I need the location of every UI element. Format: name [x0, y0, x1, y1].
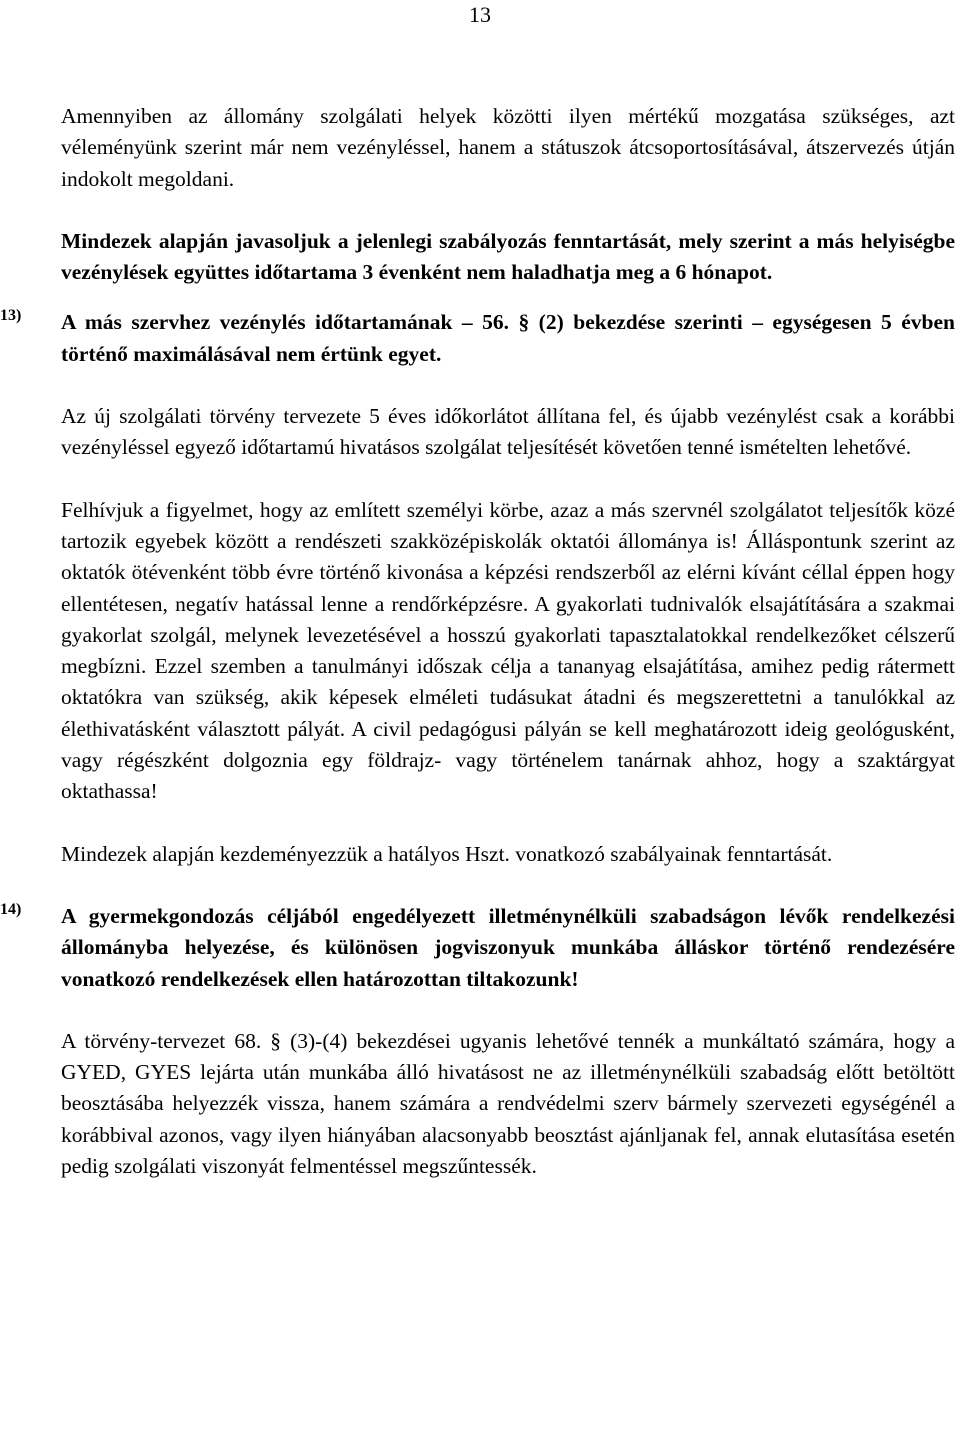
section-14-number: 14)	[0, 900, 22, 918]
paragraph-draft-law: Az új szolgálati törvény tervezete 5 éves időkorlátot állítana fel, és újabb vezénylést csak a korábbi vezényléssel egyező időtartamú hivatásos szolgálat teljesítését követően tenné ismételten lehetővé.	[61, 404, 955, 460]
paragraph-parental-leave: A törvény-tervezet 68. § (3)-(4) bekezdései ugyanis lehetővé tennék a munkáltató számára, hogy a GYED, GYES lejárta után munkába álló hivatásost ne az illetménynélküli szabadság előtt betöltött beosztásába helyezzék vissza, hanem számára a rendvédelmi szerv bármely szervezeti egységénél a korábbival azonos, vagy ilyen hiányában alacsonyabb beosztást ajánljanak fel, annak elutasítása esetén pedig szolgálati viszonyát felmentéssel megszűntessék.	[61, 1028, 955, 1179]
section-13	[0, 307, 955, 370]
section-13-heading: A más szervhez vezénylés időtartamának – 56. § (2) bekezdése szerinti – egységesen 5 évben történő maximálásával nem értünk egyet.	[61, 310, 955, 366]
paragraph-initiative: Mindezek alapján kezdeményezzük a hatályos Hszt. vonatkozó szabályainak fenntartását.	[61, 841, 833, 866]
section-14-heading: A gyermekgondozás céljából engedélyezett illetménynélküli szabadságon lévők rendelkezési állományba helyezése, és különösen jogviszonyuk munkába álláskor történő rendezésére vonatkozó rendelkezések ellen határozottan tiltakozunk!	[61, 903, 955, 991]
document-body	[0, 101, 955, 1182]
paragraph-relocation: Amennyiben az állomány szolgálati helyek közötti ilyen mértékű mozgatása szükséges, azt véleményünk szerint már nem vezényléssel, hanem a státuszok átcsoportosításával, átszervezés útján indokolt megoldani.	[61, 104, 955, 191]
section-13-number: 13)	[0, 307, 22, 325]
paragraph-proposal: Mindezek alapján javasoljuk a jelenlegi szabályozás fenntartását, mely szerint a más helyiségbe vezénylések együttes időtartama 3 évenként nem haladhatja meg a 6 hónapot.	[61, 228, 955, 285]
section-14	[0, 901, 955, 995]
paragraph-teachers: Felhívjuk a figyelmet, hogy az említett személyi körbe, azaz a más szervnél szolgálatot teljesítők közé tartozik egyebek között a rendészeti szakközépiskolák oktatói állománya is! Álláspontunk szerint az oktatók ötévenként több évre történő kivonása a képzési rendszerből az elérni kívánt céllal éppen hogy ellentétesen, negatív hatással lenne a rendőrképzésre. A gyakorlati tudnivalók elsajátítására a szakmai gyakorlat szolgál, melynek levezetésével a hosszú gyakorlati tapasztalatokkal rendelkezőket célszerű megbízni. Ezzel szemben a tanulmányi időszak célja a tananyag elsajátítása, amihez pedig rátermett oktatókra van szükség, akik képesek elméleti tudásukat átadni és megszerettetni a tanulókkal az élethivatásként választott pályát. A civil pedagógusi pályán se kell meghatározott ideig geológusként, vagy régészként dolgoznia egy földrajz- vagy történelem tanárnak ahhoz, hogy a szaktárgyat oktathassa!	[61, 497, 955, 804]
page-number: 13	[469, 2, 491, 27]
